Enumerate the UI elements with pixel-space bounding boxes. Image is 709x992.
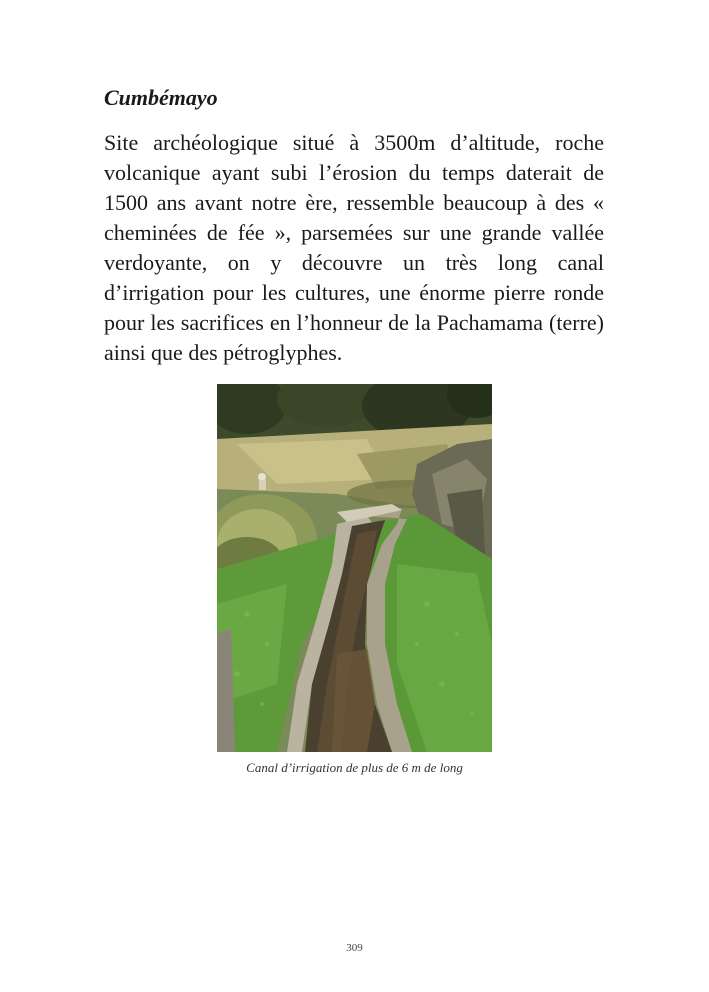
page-number: 309 [346,942,363,954]
section-title: Cumbémayo [104,85,218,110]
figure-caption: Canal d’irrigation de plus de 6 m de long [246,760,463,775]
section-paragraph: Site archéologique situé à 3500m d’altitude, roche volcanique ayant subi l’érosion du temps daterait de 1500 ans avant notre ère, ressemble beaucoup à des « cheminées de fée », parsemées sur une grande vallée verdoyante, on y découvre un très long canal d’irrigation pour les cultures, une énorme pierre ronde pour les sacrifices en l’honneur de la Pachamama (terre) ainsi que des pétroglyphes. [104,130,604,365]
irrigation-canal-photo [217,384,492,752]
